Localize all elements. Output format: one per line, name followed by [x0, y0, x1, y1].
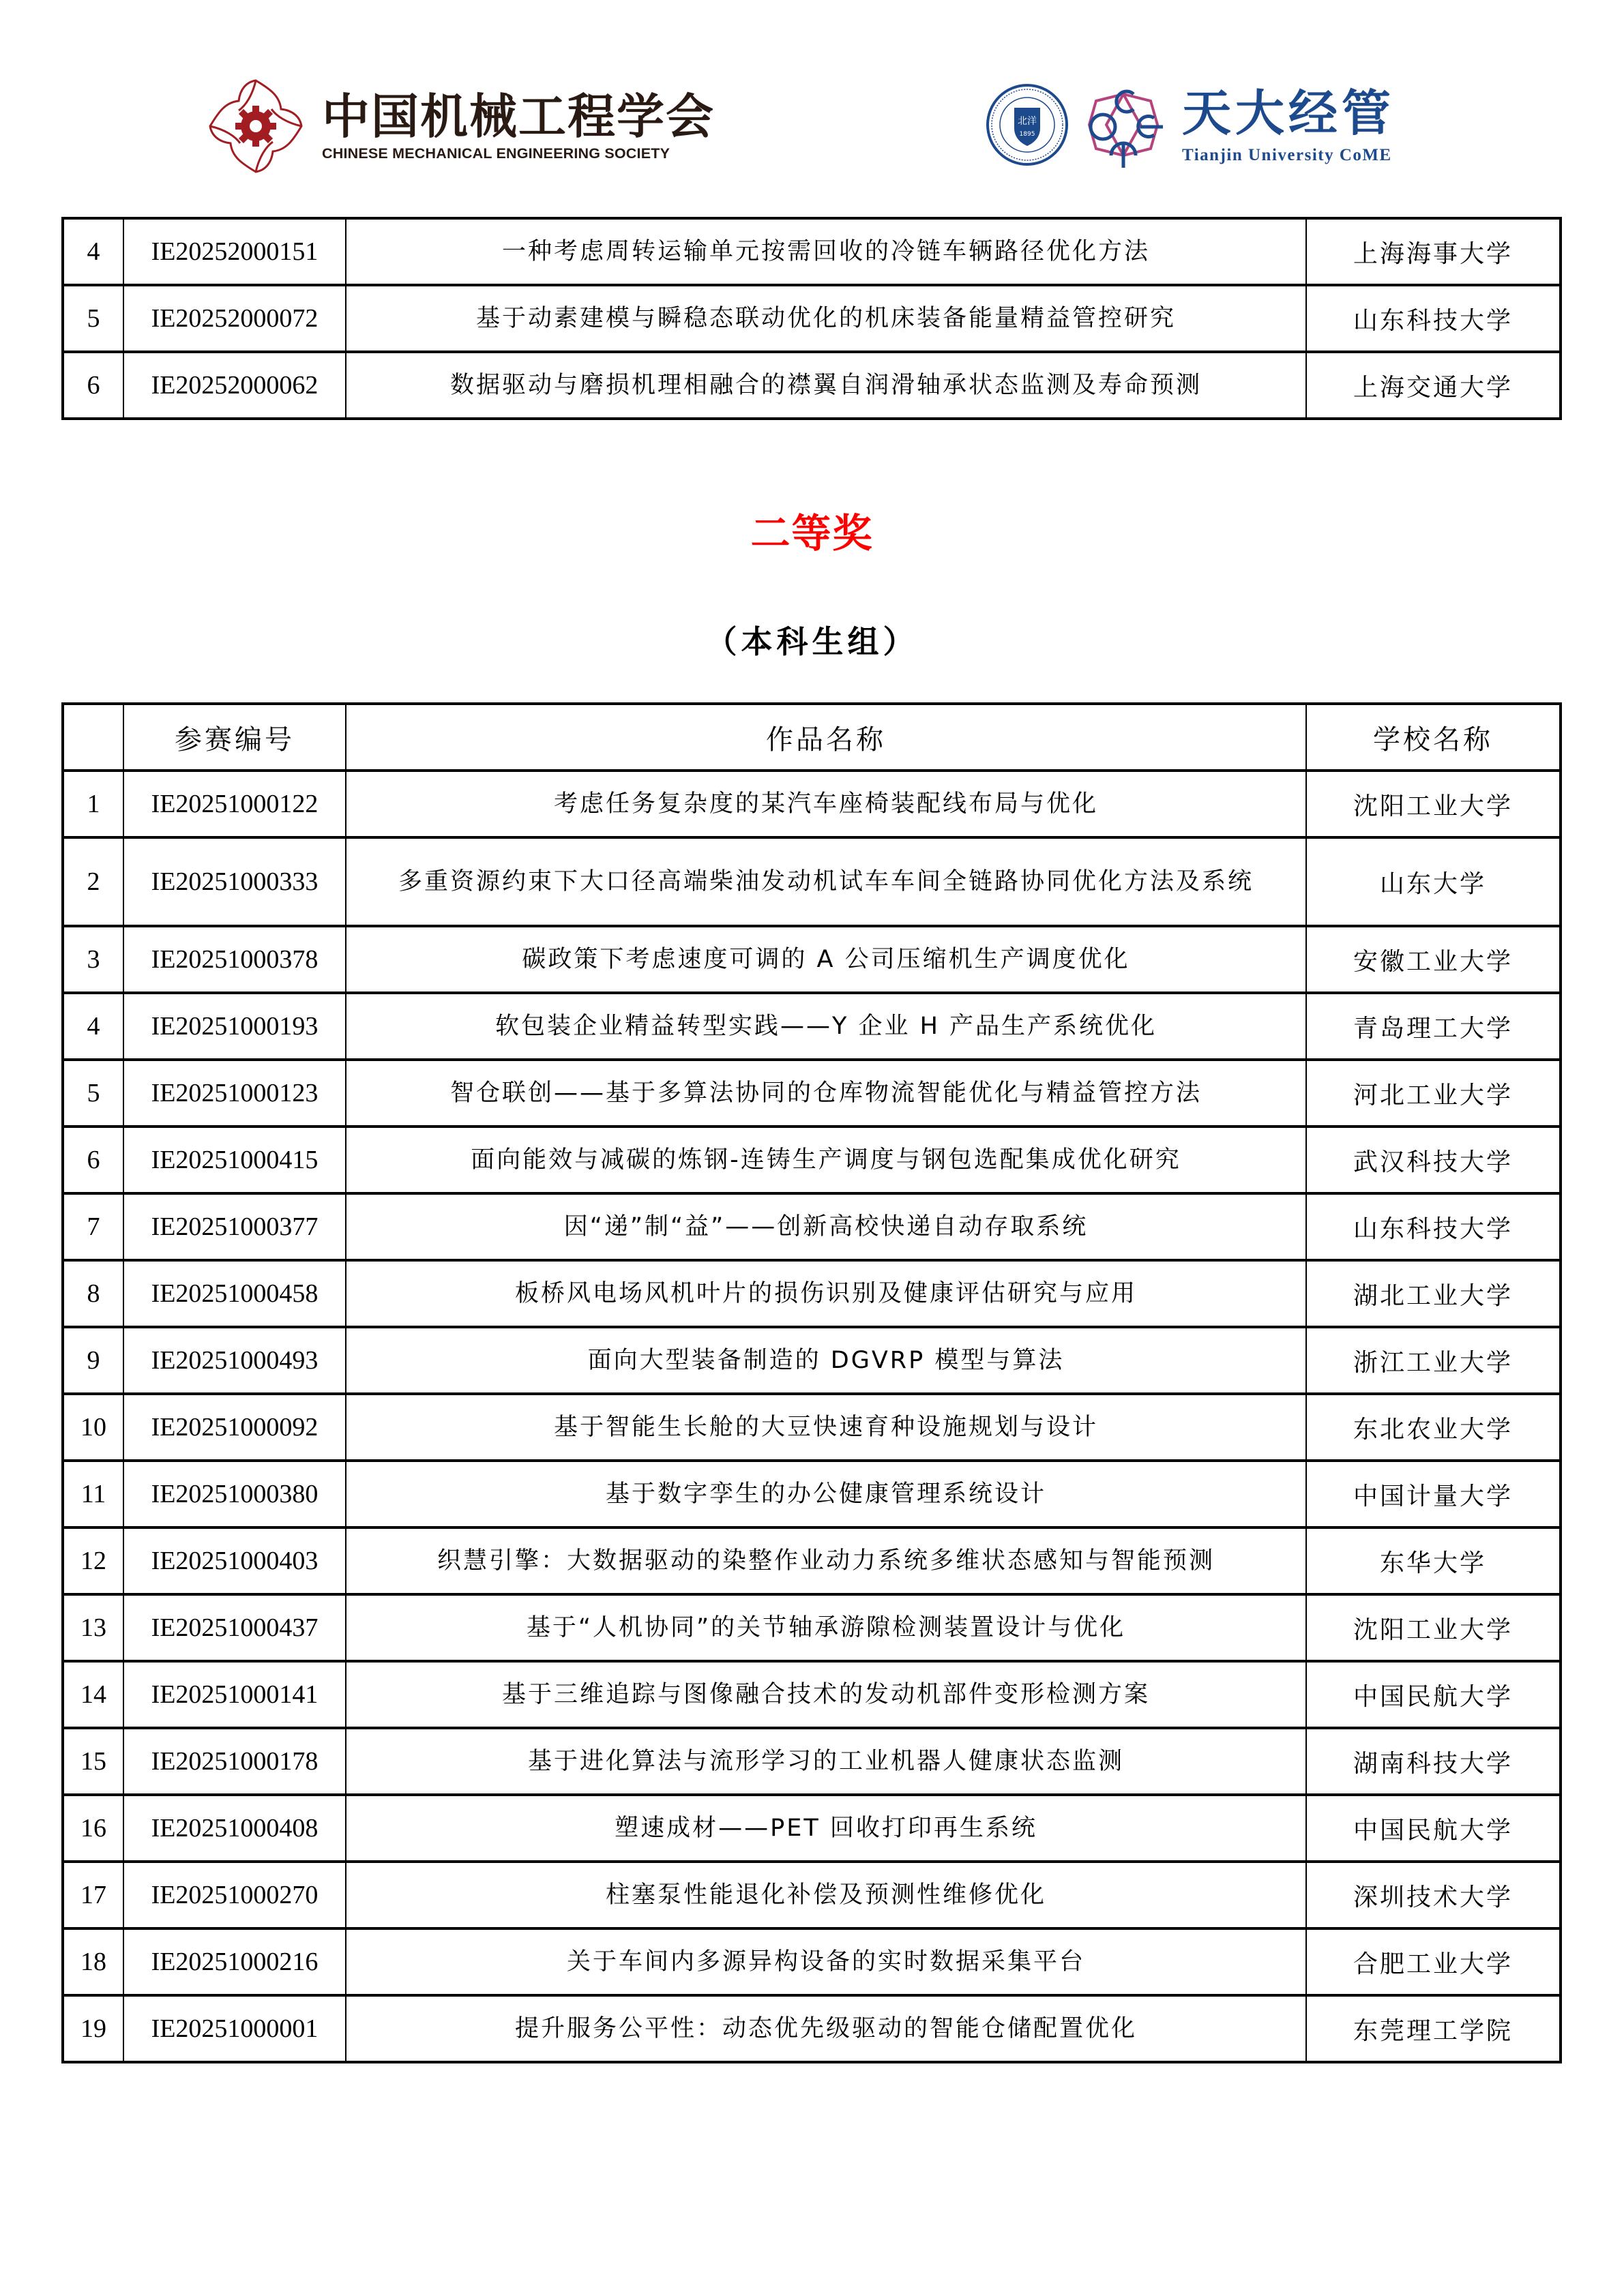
table-row — [63, 1327, 1561, 1394]
table-row — [63, 1594, 1561, 1661]
entry-id: IE20251000216 — [123, 1928, 346, 1995]
table-row — [63, 1862, 1561, 1928]
cmes-name-cn: 中国机械工程学会 — [322, 89, 715, 145]
row-number: 3 — [63, 926, 123, 993]
entry-id: IE20251000408 — [123, 1795, 346, 1862]
work-title: 基于进化算法与流形学习的工业机器人健康状态监测 — [346, 1728, 1306, 1795]
work-title: 基于三维追踪与图像融合技术的发动机部件变形检测方案 — [346, 1661, 1306, 1728]
table-row — [63, 1661, 1561, 1728]
row-number: 9 — [63, 1327, 123, 1394]
entry-id: IE20251000378 — [123, 926, 346, 993]
school-name: 山东科技大学 — [1306, 1193, 1561, 1260]
entry-id: IE20252000062 — [123, 352, 346, 419]
table-row — [63, 1728, 1561, 1795]
school-name: 青岛理工大学 — [1306, 993, 1561, 1060]
work-title: 软包装企业精益转型实践——Y 企业 H 产品生产系统优化 — [346, 993, 1306, 1060]
entry-id: IE20251000122 — [123, 771, 346, 837]
header-school: 学校名称 — [1306, 704, 1561, 771]
school-name: 东华大学 — [1306, 1527, 1561, 1594]
work-title: 关于车间内多源异构设备的实时数据采集平台 — [346, 1928, 1306, 1995]
row-number: 13 — [63, 1594, 123, 1661]
table-row — [63, 1060, 1561, 1127]
work-title: 多重资源约束下大口径高端柴油发动机试车车间全链路协同优化方法及系统 — [346, 837, 1306, 926]
work-title: 基于“人机协同”的关节轴承游隙检测装置设计与优化 — [346, 1594, 1306, 1661]
entry-id: IE20251000333 — [123, 837, 346, 926]
school-name: 上海交通大学 — [1306, 352, 1561, 419]
table-row — [63, 1928, 1561, 1995]
svg-text:北洋: 北洋 — [1018, 116, 1037, 127]
entry-id: IE20251000092 — [123, 1394, 346, 1461]
table-row — [63, 993, 1561, 1060]
work-title: 基于数字孪生的办公健康管理系统设计 — [346, 1461, 1306, 1527]
row-number: 5 — [63, 285, 123, 352]
work-title: 提升服务公平性：动态优先级驱动的智能仓储配置优化 — [346, 1995, 1306, 2062]
table-header-row — [63, 704, 1561, 771]
school-name: 中国民航大学 — [1306, 1795, 1561, 1862]
school-name: 沈阳工业大学 — [1306, 1594, 1561, 1661]
row-number: 6 — [63, 1127, 123, 1193]
header-work-title: 作品名称 — [346, 704, 1306, 771]
header-entry-id: 参赛编号 — [123, 704, 346, 771]
table-row — [63, 1394, 1561, 1461]
work-title: 碳政策下考虑速度可调的 A 公司压缩机生产调度优化 — [346, 926, 1306, 993]
entry-id: IE20251000380 — [123, 1461, 346, 1527]
school-name: 沈阳工业大学 — [1306, 771, 1561, 837]
row-number: 14 — [63, 1661, 123, 1728]
work-title: 数据驱动与磨损机理相融合的襟翼自润滑轴承状态监测及寿命预测 — [346, 352, 1306, 419]
work-title: 塑速成材——PET 回收打印再生系统 — [346, 1795, 1306, 1862]
work-title: 智仓联创——基于多算法协同的仓库物流智能优化与精益管控方法 — [346, 1060, 1306, 1127]
entry-id: IE20251000123 — [123, 1060, 346, 1127]
table-row — [63, 1193, 1561, 1260]
cmes-name-en: CHINESE MECHANICAL ENGINEERING SOCIETY — [322, 145, 670, 162]
row-number: 12 — [63, 1527, 123, 1594]
first-prize-table-continued — [61, 217, 1562, 420]
tju-name-en: Tianjin University CoME — [1182, 146, 1392, 164]
work-title: 基于动素建模与瞬稳态联动优化的机床装备能量精益管控研究 — [346, 285, 1306, 352]
entry-id: IE20251000270 — [123, 1862, 346, 1928]
row-number: 7 — [63, 1193, 123, 1260]
come-emblem-icon — [1082, 80, 1164, 169]
entry-id: IE20251000403 — [123, 1527, 346, 1594]
work-title: 考虑任务复杂度的某汽车座椅装配线布局与优化 — [346, 771, 1306, 837]
school-name: 深圳技术大学 — [1306, 1862, 1561, 1928]
school-name: 东北农业大学 — [1306, 1394, 1561, 1461]
tju-name-cn: 天大经管 — [1182, 84, 1396, 142]
row-number: 5 — [63, 1060, 123, 1127]
cmes-logo — [205, 75, 715, 177]
work-title: 面向能效与减碳的炼钢-连铸生产调度与钢包选配集成优化研究 — [346, 1127, 1306, 1193]
cmes-gear-flower-icon — [205, 75, 307, 177]
table-row — [63, 837, 1561, 926]
entry-id: IE20252000072 — [123, 285, 346, 352]
table-row — [63, 771, 1561, 837]
entry-id: IE20251000493 — [123, 1327, 346, 1394]
work-title: 织慧引擎：大数据驱动的染整作业动力系统多维状态感知与智能预测 — [346, 1527, 1306, 1594]
work-title: 基于智能生长舱的大豆快速育种设施规划与设计 — [346, 1394, 1306, 1461]
school-name: 山东大学 — [1306, 837, 1561, 926]
work-title: 一种考虑周转运输单元按需回收的冷链车辆路径优化方法 — [346, 218, 1306, 285]
table-row — [63, 218, 1561, 285]
row-number: 4 — [63, 993, 123, 1060]
table-row — [63, 1527, 1561, 1594]
work-title: 板桥风电场风机叶片的损伤识别及健康评估研究与应用 — [346, 1260, 1306, 1327]
table-row — [63, 926, 1561, 993]
entry-id: IE20251000178 — [123, 1728, 346, 1795]
work-title: 因“递”制“益”——创新高校快递自动存取系统 — [346, 1193, 1306, 1260]
school-name: 湖南科技大学 — [1306, 1728, 1561, 1795]
svg-text:1895: 1895 — [1019, 131, 1035, 138]
table-row — [63, 1127, 1561, 1193]
table-row — [63, 285, 1561, 352]
group-title: （本科生组） — [705, 623, 919, 660]
row-number: 10 — [63, 1394, 123, 1461]
header-number — [63, 704, 123, 771]
school-name: 合肥工业大学 — [1306, 1928, 1561, 1995]
entry-id: IE20252000151 — [123, 218, 346, 285]
table-row — [63, 352, 1561, 419]
school-name: 武汉科技大学 — [1306, 1127, 1561, 1193]
row-number: 2 — [63, 837, 123, 926]
tju-logo — [986, 74, 1395, 176]
row-number: 8 — [63, 1260, 123, 1327]
row-number: 15 — [63, 1728, 123, 1795]
entry-id: IE20251000141 — [123, 1661, 346, 1728]
school-name: 中国民航大学 — [1306, 1661, 1561, 1728]
entry-id: IE20251000458 — [123, 1260, 346, 1327]
row-number: 4 — [63, 218, 123, 285]
school-name: 山东科技大学 — [1306, 285, 1561, 352]
entry-id: IE20251000377 — [123, 1193, 346, 1260]
row-number: 6 — [63, 352, 123, 419]
row-number: 11 — [63, 1461, 123, 1527]
entry-id: IE20251000001 — [123, 1995, 346, 2062]
entry-id: IE20251000193 — [123, 993, 346, 1060]
school-name: 河北工业大学 — [1306, 1060, 1561, 1127]
school-name: 东莞理工学院 — [1306, 1995, 1561, 2062]
school-name: 湖北工业大学 — [1306, 1260, 1561, 1327]
school-name: 上海海事大学 — [1306, 218, 1561, 285]
second-prize-table — [61, 702, 1562, 2063]
tju-seal-icon — [986, 83, 1069, 166]
row-number: 18 — [63, 1928, 123, 1995]
work-title: 柱塞泵性能退化补偿及预测性维修优化 — [346, 1862, 1306, 1928]
school-name: 安徽工业大学 — [1306, 926, 1561, 993]
school-name: 中国计量大学 — [1306, 1461, 1561, 1527]
table-row — [63, 1461, 1561, 1527]
work-title: 面向大型装备制造的 DGVRP 模型与算法 — [346, 1327, 1306, 1394]
row-number: 19 — [63, 1995, 123, 2062]
row-number: 1 — [63, 771, 123, 837]
table-row — [63, 1995, 1561, 2062]
award-level-title: 二等奖 — [750, 510, 874, 556]
row-number: 17 — [63, 1862, 123, 1928]
row-number: 16 — [63, 1795, 123, 1862]
school-name: 浙江工业大学 — [1306, 1327, 1561, 1394]
entry-id: IE20251000415 — [123, 1127, 346, 1193]
table-row — [63, 1795, 1561, 1862]
table-row — [63, 1260, 1561, 1327]
entry-id: IE20251000437 — [123, 1594, 346, 1661]
